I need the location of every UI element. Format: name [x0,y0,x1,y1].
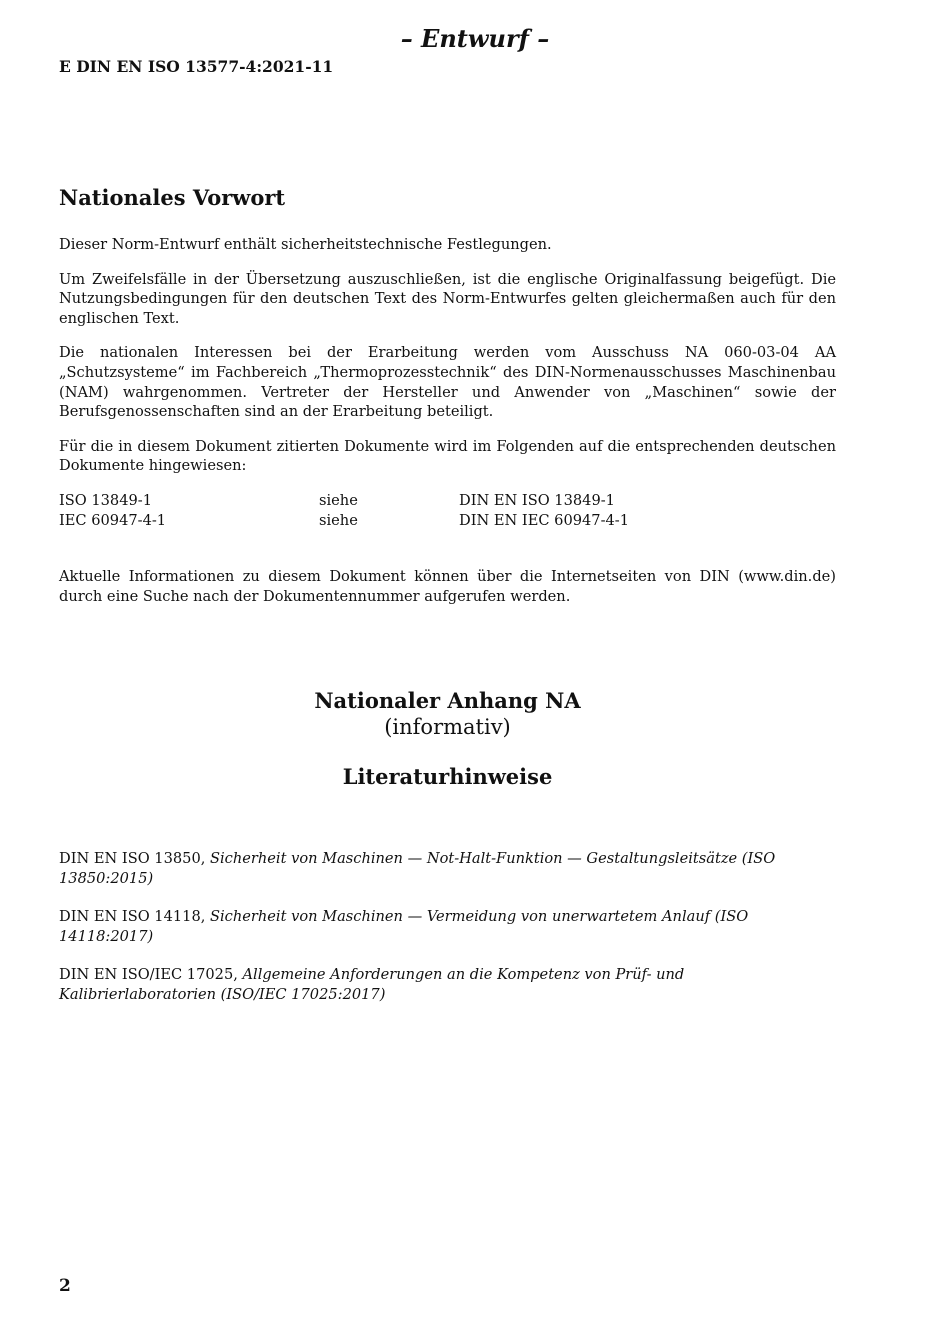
reference-row [59,491,836,511]
foreword-paragraph-3: Die nationalen Interessen bei der Erarbeitung werden vom Ausschuss NA 060-03-04 AA „Schutzsysteme“ im Fachbereich „Thermoprozesstechnik“ des DIN-Normenausschusses Maschinenbau (NAM) wahrgenommen. Vertreter der Hersteller und Anwender von „Maschinen“ sowie der Berufsgenossenschaften sind an der Erarbeitung beteiligt. [59,344,836,421]
foreword-paragraph-2: Um Zweifelsfälle in der Übersetzung auszuschließen, ist die englische Originalfassung beigefügt. Die Nutzungsbedingungen für den deutschen Text des Norm-Entwurfes gelten gleichermaßen auch für den englischen Text. [59,270,836,327]
foreword-title: Nationales Vorwort [59,185,286,210]
reference-row [59,511,836,531]
bibliography-title: Literaturhinweise [342,764,553,789]
document-id: E DIN EN ISO 13577-4:2021-11 [59,57,334,76]
bibliography-ref: DIN EN ISO/IEC 17025, [59,966,238,984]
foreword-paragraph-1: Dieser Norm-Entwurf enthält sicherheitstechnische Festlegungen. [59,236,552,253]
bibliography-entry-title: Sicherheit von Maschinen — Vermeidung von unerwartetem Anlauf (ISO 14118:2017) [59,908,749,945]
bibliography-list [59,849,836,1024]
bibliography-entry [59,907,836,946]
reference-national: DIN EN ISO 13849-1 [459,491,615,509]
draft-mark: – Entwurf – [400,24,550,53]
annex-subtitle: (informativ) [384,715,511,739]
annex-title: Nationaler Anhang NA [314,688,581,713]
foreword-closing: Aktuelle Informationen zu diesem Dokument können über die Internetseiten von DIN (www.din.de) durch eine Suche nach der Dokumentennummer aufgerufen werden. [59,568,836,605]
bibliography-entry [59,965,836,1004]
bibliography-ref: DIN EN ISO 14118, [59,908,206,926]
page-number: 2 [59,1276,71,1296]
bibliography-ref: DIN EN ISO 13850, [59,850,206,867]
reference-relation: siehe [319,511,358,529]
reference-relation: siehe [319,491,358,509]
reference-national: DIN EN IEC 60947-4-1 [459,511,630,529]
bibliography-entry [59,849,836,888]
national-annex-heading [0,688,895,790]
bibliography-entry-title: Sicherheit von Maschinen — Not-Halt-Funktion — Gestaltungsleitsätze (ISO 13850:2015) [59,850,776,887]
reference-cited: IEC 60947-4-1 [59,511,167,529]
reference-cited: ISO 13849-1 [59,491,153,509]
reference-table [59,491,836,530]
bibliography-entry-title: Allgemeine Anforderungen an die Kompetenz von Prüf- und Kalibrierlaboratorien (ISO/IEC 17025:2017) [59,966,685,1003]
foreword-paragraph-4: Für die in diesem Dokument zitierten Dokumente wird im Folgenden auf die entsprechenden deutschen Dokumente hingewiesen: [59,437,836,475]
foreword-section [59,185,836,621]
